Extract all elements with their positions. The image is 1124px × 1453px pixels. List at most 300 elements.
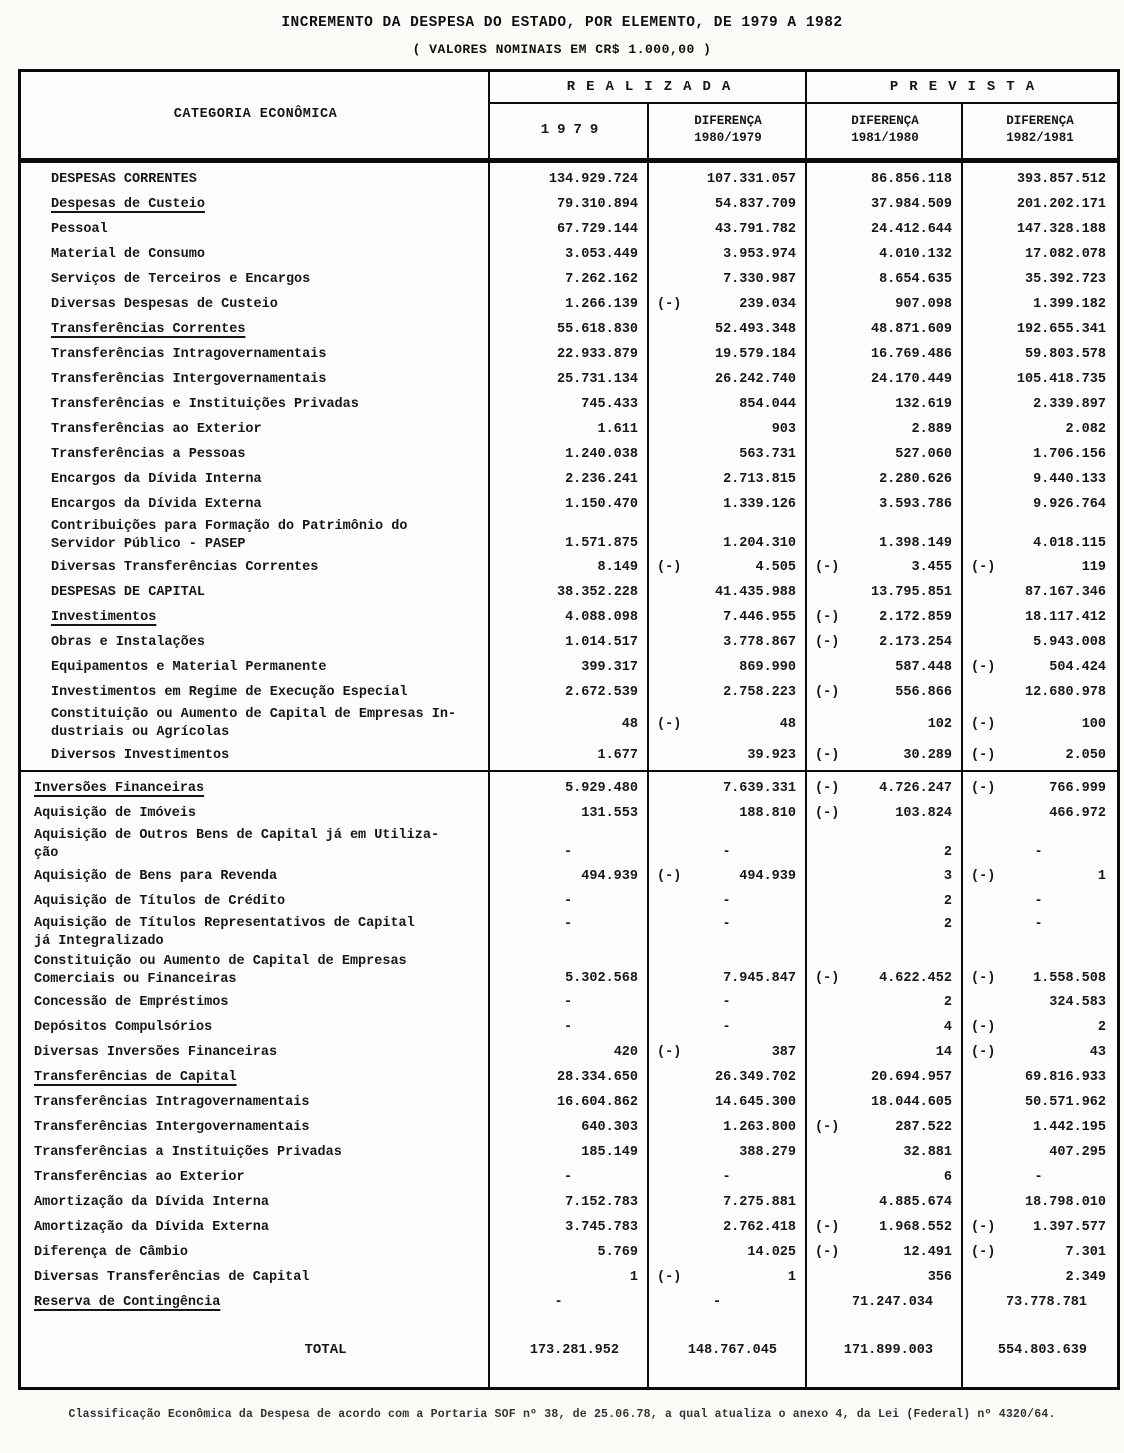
cell-value: 1 bbox=[787, 1270, 796, 1285]
row-label-line1: Pessoal bbox=[51, 221, 108, 237]
table-row bbox=[21, 864, 1117, 889]
row-label bbox=[21, 496, 490, 514]
row-cell-1979 bbox=[490, 605, 649, 630]
header-col-sublabel: 1980/1979 bbox=[694, 131, 762, 145]
row-cell-dif-1981-1980 bbox=[807, 492, 963, 517]
cell-value: 5.943.008 bbox=[1033, 635, 1106, 650]
row-label-line1: Aquisição de Títulos de Crédito bbox=[34, 893, 286, 909]
row-label-line1: Depósitos Compulsórios bbox=[34, 1019, 213, 1035]
cell-value: 466.972 bbox=[1049, 806, 1106, 821]
row-cell-dif-1980-1979 bbox=[649, 517, 807, 555]
cell-value: 2 bbox=[1097, 1020, 1106, 1035]
row-label-line1: Diversas Despesas de Custeio bbox=[51, 296, 278, 312]
cell-value: 1.397.577 bbox=[1033, 1220, 1106, 1235]
row-cell-dif-1981-1980 bbox=[807, 680, 963, 705]
row-cell-dif-1980-1979 bbox=[649, 1140, 807, 1165]
row-cell-1979 bbox=[490, 801, 649, 826]
negative-sign: (-) bbox=[815, 560, 840, 575]
expenses-table bbox=[18, 69, 1120, 1390]
row-label-line1: Aquisição de Imóveis bbox=[34, 805, 197, 821]
cell-value: 3.053.449 bbox=[565, 247, 638, 262]
row-label-line1: Diferença de Câmbio bbox=[34, 1244, 188, 1260]
cell-value: 17.082.078 bbox=[1024, 247, 1106, 262]
cell-value: 2.889 bbox=[911, 422, 952, 437]
row-cell-dif-1980-1979 bbox=[649, 167, 807, 192]
cell-value: 20.694.957 bbox=[870, 1070, 952, 1085]
row-cell-dif-1981-1980 bbox=[807, 1090, 963, 1115]
row-cell-dif-1980-1979 bbox=[649, 242, 807, 267]
cell-value: 18.798.010 bbox=[1024, 1195, 1106, 1210]
negative-sign: (-) bbox=[971, 716, 996, 732]
cell-value: 14.645.300 bbox=[714, 1095, 796, 1110]
cell-value: 14 bbox=[935, 1045, 952, 1060]
row-cell-dif-1982-1981 bbox=[963, 1165, 1117, 1190]
cell-value: 73.778.781 bbox=[1005, 1295, 1087, 1310]
row-cell-dif-1982-1981 bbox=[963, 889, 1117, 914]
table-row bbox=[21, 605, 1117, 630]
table-row bbox=[21, 392, 1117, 417]
row-cell-1979 bbox=[490, 864, 649, 889]
cell-value: 1.571.875 bbox=[565, 536, 638, 551]
cell-value: 640.303 bbox=[581, 1120, 638, 1135]
row-cell-dif-1980-1979 bbox=[649, 743, 807, 768]
row-cell-dif-1982-1981 bbox=[963, 1090, 1117, 1115]
cell-value: 4.726.247 bbox=[879, 781, 952, 796]
row-cell-dif-1981-1980 bbox=[807, 217, 963, 242]
table-row bbox=[21, 1190, 1117, 1215]
row-cell-dif-1981-1980 bbox=[807, 1290, 963, 1315]
cell-value: - bbox=[722, 995, 731, 1010]
cell-value: 1.968.552 bbox=[879, 1220, 952, 1235]
table-row bbox=[21, 952, 1117, 990]
table-row bbox=[21, 914, 1117, 952]
cell-value: 1.398.149 bbox=[879, 536, 952, 551]
row-label-line1: Concessão de Empréstimos bbox=[34, 994, 229, 1010]
row-cell-dif-1982-1981 bbox=[963, 705, 1117, 743]
row-cell-1979 bbox=[490, 889, 649, 914]
negative-sign: (-) bbox=[815, 635, 840, 650]
cell-value: 7.330.987 bbox=[723, 272, 796, 287]
row-cell-1979 bbox=[490, 743, 649, 768]
row-label bbox=[21, 953, 490, 988]
row-cell-dif-1980-1979 bbox=[649, 417, 807, 442]
row-label bbox=[21, 471, 490, 489]
row-cell-dif-1980-1979 bbox=[649, 392, 807, 417]
negative-sign: (-) bbox=[971, 971, 996, 986]
row-cell-dif-1981-1980 bbox=[807, 1115, 963, 1140]
table-row bbox=[21, 1065, 1117, 1090]
row-cell-1979 bbox=[490, 192, 649, 217]
row-cell-dif-1982-1981 bbox=[963, 392, 1117, 417]
row-label-line1: Diversas Inversões Financeiras bbox=[34, 1044, 278, 1060]
row-cell-dif-1980-1979 bbox=[649, 952, 807, 990]
cell-value: 37.984.509 bbox=[870, 197, 952, 212]
cell-value: 554.803.639 bbox=[997, 1342, 1087, 1358]
cell-value: 1.611 bbox=[597, 422, 638, 437]
cell-value: - bbox=[1034, 894, 1043, 909]
row-label bbox=[21, 1294, 490, 1312]
row-cell-1979 bbox=[490, 990, 649, 1015]
cell-value: 1.399.182 bbox=[1033, 297, 1106, 312]
row-label-line1: Encargos da Dívida Interna bbox=[51, 471, 262, 487]
cell-value: 494.939 bbox=[739, 869, 796, 884]
cell-value: 41.435.988 bbox=[714, 585, 796, 600]
row-cell-1979 bbox=[490, 242, 649, 267]
table-row bbox=[21, 167, 1117, 192]
row-cell-1979 bbox=[490, 167, 649, 192]
header-col-label: 1979 bbox=[540, 121, 607, 138]
cell-value: 105.418.735 bbox=[1016, 372, 1106, 387]
footnote: Classificação Econômica da Despesa de acordo com a Portaria SOF nº 38, de 25.06.78, a qual atualiza o anexo 4, da Lei (Federal) nº 4320/64. bbox=[68, 1408, 1056, 1421]
row-cell-dif-1981-1980 bbox=[807, 1140, 963, 1165]
row-cell-dif-1980-1979 bbox=[649, 1040, 807, 1065]
cell-value: 171.899.003 bbox=[843, 1342, 933, 1358]
cell-value: 239.034 bbox=[739, 297, 796, 312]
row-cell-dif-1980-1979 bbox=[649, 292, 807, 317]
row-label-line2: dustriais ou Agrícolas bbox=[51, 725, 230, 740]
cell-value: 38.352.228 bbox=[556, 585, 638, 600]
table-row bbox=[21, 267, 1117, 292]
cell-value: 5.769 bbox=[597, 1245, 638, 1260]
header-prevista: PREVISTA bbox=[889, 79, 1046, 95]
row-cell-dif-1982-1981 bbox=[963, 826, 1117, 864]
table-row bbox=[21, 367, 1117, 392]
cell-value: 4.505 bbox=[755, 560, 796, 575]
table-row bbox=[21, 417, 1117, 442]
cell-value: 324.583 bbox=[1049, 995, 1106, 1010]
row-cell-1979 bbox=[490, 267, 649, 292]
cell-value: 1.558.508 bbox=[1033, 971, 1106, 986]
cell-value: 69.816.933 bbox=[1024, 1070, 1106, 1085]
cell-value: 1.442.195 bbox=[1033, 1120, 1106, 1135]
row-cell-dif-1982-1981 bbox=[963, 914, 1117, 952]
row-cell-dif-1982-1981 bbox=[963, 442, 1117, 467]
row-label bbox=[21, 446, 490, 464]
table-row bbox=[21, 1140, 1117, 1165]
row-cell-dif-1982-1981 bbox=[963, 1065, 1117, 1090]
cell-value: 7.275.881 bbox=[723, 1195, 796, 1210]
header-col-sublabel: 1981/1980 bbox=[851, 131, 919, 145]
row-label bbox=[21, 609, 490, 627]
row-label bbox=[21, 706, 490, 741]
row-cell-dif-1981-1980 bbox=[807, 1015, 963, 1040]
row-label-line2: já Integralizado bbox=[34, 934, 164, 949]
row-label bbox=[21, 1219, 490, 1237]
cell-value: - bbox=[1034, 845, 1043, 860]
row-cell-1979 bbox=[490, 655, 649, 680]
row-cell-dif-1982-1981 bbox=[963, 990, 1117, 1015]
cell-value: 9.440.133 bbox=[1033, 472, 1106, 487]
cell-value: 185.149 bbox=[581, 1145, 638, 1160]
row-cell-dif-1982-1981 bbox=[963, 1215, 1117, 1240]
row-cell-dif-1982-1981 bbox=[963, 267, 1117, 292]
row-cell-dif-1982-1981 bbox=[963, 580, 1117, 605]
row-cell-1979 bbox=[490, 392, 649, 417]
row-cell-dif-1981-1980 bbox=[807, 1240, 963, 1265]
column-divider-category bbox=[488, 72, 490, 1387]
row-cell-dif-1981-1980 bbox=[807, 1215, 963, 1240]
row-cell-dif-1980-1979 bbox=[649, 1165, 807, 1190]
cell-value: 903 bbox=[771, 422, 796, 437]
row-cell-1979 bbox=[490, 555, 649, 580]
cell-value: 5.929.480 bbox=[565, 781, 638, 796]
row-cell-dif-1982-1981 bbox=[963, 1190, 1117, 1215]
row-label-line2: ção bbox=[34, 846, 59, 861]
column-divider-1979-dif bbox=[647, 104, 649, 1387]
negative-sign: (-) bbox=[971, 781, 996, 796]
row-cell-dif-1982-1981 bbox=[963, 217, 1117, 242]
row-cell-dif-1982-1981 bbox=[963, 1040, 1117, 1065]
cell-value: 7.301 bbox=[1065, 1245, 1106, 1260]
header-realizada: REALIZADA bbox=[566, 79, 742, 95]
row-label bbox=[21, 584, 490, 602]
cell-value: 188.810 bbox=[739, 806, 796, 821]
row-label-line1: Transferências de Capital bbox=[34, 1069, 237, 1085]
row-label-line1: Constituição ou Aumento de Capital de Empresas In- bbox=[51, 707, 457, 723]
row-cell-1979 bbox=[490, 1015, 649, 1040]
row-cell-dif-1982-1981 bbox=[963, 167, 1117, 192]
row-cell-1979 bbox=[490, 217, 649, 242]
row-cell-dif-1981-1980 bbox=[807, 990, 963, 1015]
row-cell-dif-1980-1979 bbox=[649, 605, 807, 630]
row-label-line1: Encargos da Dívida Externa bbox=[51, 496, 262, 512]
cell-value: 7.446.955 bbox=[723, 610, 796, 625]
row-label-line1: Contribuições para Formação do Patrimônio do bbox=[51, 519, 408, 535]
table-row bbox=[21, 217, 1117, 242]
row-cell-1979 bbox=[490, 630, 649, 655]
header-right-block bbox=[490, 72, 1117, 156]
negative-sign: (-) bbox=[815, 781, 840, 796]
negative-sign: (-) bbox=[815, 806, 840, 821]
row-cell-1979 bbox=[490, 1190, 649, 1215]
row-cell-dif-1982-1981 bbox=[963, 952, 1117, 990]
row-label bbox=[21, 684, 490, 702]
row-cell-dif-1980-1979 bbox=[649, 555, 807, 580]
cell-value: 388.279 bbox=[739, 1145, 796, 1160]
document-subtitle: ( VALORES NOMINAIS EM CR$ 1.000,00 ) bbox=[412, 42, 712, 57]
row-cell-dif-1981-1980 bbox=[807, 317, 963, 342]
row-cell-dif-1982-1981 bbox=[963, 317, 1117, 342]
row-cell-dif-1980-1979 bbox=[649, 1015, 807, 1040]
row-cell-1979 bbox=[490, 1065, 649, 1090]
row-cell-dif-1982-1981 bbox=[963, 555, 1117, 580]
cell-value: 1.339.126 bbox=[723, 497, 796, 512]
cell-value: 107.331.057 bbox=[706, 172, 796, 187]
negative-sign: (-) bbox=[815, 1220, 840, 1235]
cell-value: 869.990 bbox=[739, 660, 796, 675]
table-header bbox=[21, 72, 1117, 156]
row-cell-dif-1981-1980 bbox=[807, 864, 963, 889]
table-row bbox=[21, 889, 1117, 914]
row-label bbox=[21, 221, 490, 239]
row-label bbox=[21, 893, 490, 911]
row-label bbox=[21, 1244, 490, 1262]
row-cell-dif-1980-1979 bbox=[649, 1290, 807, 1315]
row-label bbox=[21, 1094, 490, 1112]
row-label-line1: Transferências a Pessoas bbox=[51, 446, 246, 462]
negative-sign: (-) bbox=[971, 1045, 996, 1060]
row-label bbox=[21, 1269, 490, 1287]
cell-value: 173.281.952 bbox=[529, 1342, 619, 1358]
row-label-line1: TOTAL bbox=[304, 1341, 347, 1358]
row-cell-1979 bbox=[490, 1265, 649, 1290]
table-row bbox=[21, 655, 1117, 680]
header-col-dif-1982-1981 bbox=[963, 104, 1117, 156]
cell-value: 12.491 bbox=[903, 1245, 952, 1260]
row-label bbox=[21, 634, 490, 652]
cell-value: 26.242.740 bbox=[714, 372, 796, 387]
row-label-line1: Serviços de Terceiros e Encargos bbox=[51, 271, 311, 287]
row-cell-1979 bbox=[490, 367, 649, 392]
row-label-line1: DESPESAS CORRENTES bbox=[51, 171, 197, 187]
row-label bbox=[21, 1341, 490, 1359]
row-label bbox=[21, 868, 490, 886]
row-label bbox=[21, 518, 490, 553]
row-cell-dif-1981-1980 bbox=[807, 1327, 963, 1373]
table-row bbox=[21, 743, 1117, 768]
row-cell-1979 bbox=[490, 1140, 649, 1165]
row-cell-1979 bbox=[490, 680, 649, 705]
negative-sign: (-) bbox=[971, 1220, 996, 1235]
cell-value: 102 bbox=[927, 716, 952, 732]
table-row bbox=[21, 705, 1117, 743]
row-label-line1: Aquisição de Outros Bens de Capital já em Utiliza- bbox=[34, 828, 440, 844]
row-cell-1979 bbox=[490, 517, 649, 555]
row-cell-dif-1981-1980 bbox=[807, 914, 963, 952]
negative-sign: (-) bbox=[971, 660, 996, 675]
cell-value: 587.448 bbox=[895, 660, 952, 675]
negative-sign: (-) bbox=[815, 685, 840, 700]
row-cell-dif-1982-1981 bbox=[963, 680, 1117, 705]
cell-value: - bbox=[722, 1020, 731, 1035]
header-col-dif-1981-1980 bbox=[807, 104, 963, 156]
row-label bbox=[21, 321, 490, 339]
cell-value: 387 bbox=[771, 1045, 796, 1060]
cell-value: 504.424 bbox=[1049, 660, 1106, 675]
row-cell-dif-1981-1980 bbox=[807, 776, 963, 801]
cell-value: 100 bbox=[1081, 716, 1106, 732]
row-cell-dif-1981-1980 bbox=[807, 467, 963, 492]
cell-value: 4 bbox=[943, 1020, 952, 1035]
column-divider-dif81-dif82 bbox=[961, 104, 963, 1387]
row-cell-dif-1980-1979 bbox=[649, 192, 807, 217]
row-cell-1979 bbox=[490, 492, 649, 517]
cell-value: 30.289 bbox=[903, 748, 952, 763]
cell-value: 67.729.144 bbox=[556, 222, 638, 237]
row-cell-dif-1980-1979 bbox=[649, 492, 807, 517]
row-cell-dif-1980-1979 bbox=[649, 1115, 807, 1140]
row-cell-dif-1980-1979 bbox=[649, 367, 807, 392]
cell-value: 86.856.118 bbox=[870, 172, 952, 187]
cell-value: 71.247.034 bbox=[851, 1295, 933, 1310]
cell-value: 766.999 bbox=[1049, 781, 1106, 796]
row-label-line2: Comerciais ou Financeiras bbox=[34, 972, 237, 987]
cell-value: 148.767.045 bbox=[687, 1342, 777, 1358]
row-cell-dif-1980-1979 bbox=[649, 1240, 807, 1265]
row-label bbox=[21, 1044, 490, 1062]
row-label-line1: Investimentos em Regime de Execução Especial bbox=[51, 684, 408, 700]
row-cell-1979 bbox=[490, 1327, 649, 1373]
row-cell-dif-1982-1981 bbox=[963, 801, 1117, 826]
cell-value: 1.150.470 bbox=[565, 497, 638, 512]
table-row bbox=[21, 555, 1117, 580]
cell-value: 3.593.786 bbox=[879, 497, 952, 512]
cell-value: 407.295 bbox=[1049, 1145, 1106, 1160]
cell-value: 2.758.223 bbox=[723, 685, 796, 700]
row-label bbox=[21, 421, 490, 439]
cell-value: 19.579.184 bbox=[714, 347, 796, 362]
row-label bbox=[21, 780, 490, 798]
row-cell-dif-1980-1979 bbox=[649, 217, 807, 242]
row-label bbox=[21, 171, 490, 189]
row-cell-dif-1980-1979 bbox=[649, 705, 807, 743]
row-label-line1: Diversos Investimentos bbox=[51, 747, 230, 763]
row-cell-dif-1982-1981 bbox=[963, 1240, 1117, 1265]
header-col-label: DIFERENÇA bbox=[1006, 114, 1074, 129]
row-cell-dif-1981-1980 bbox=[807, 889, 963, 914]
cell-value: 18.117.412 bbox=[1024, 610, 1106, 625]
row-label bbox=[21, 1169, 490, 1187]
row-cell-dif-1980-1979 bbox=[649, 776, 807, 801]
row-cell-dif-1981-1980 bbox=[807, 705, 963, 743]
row-cell-dif-1981-1980 bbox=[807, 417, 963, 442]
cell-value: - bbox=[563, 894, 573, 909]
row-label-line1: Diversas Transferências de Capital bbox=[34, 1269, 310, 1285]
row-cell-dif-1980-1979 bbox=[649, 467, 807, 492]
row-cell-1979 bbox=[490, 317, 649, 342]
cell-value: 1.014.517 bbox=[565, 635, 638, 650]
table-row bbox=[21, 192, 1117, 217]
row-cell-1979 bbox=[490, 952, 649, 990]
table-row bbox=[21, 680, 1117, 705]
cell-value: - bbox=[722, 894, 731, 909]
cell-value: - bbox=[1034, 917, 1043, 932]
row-cell-dif-1982-1981 bbox=[963, 1115, 1117, 1140]
header-col-label: DIFERENÇA bbox=[694, 114, 762, 129]
row-label-line1: Transferências Correntes bbox=[51, 321, 246, 337]
row-label bbox=[21, 1119, 490, 1137]
cell-value: 6 bbox=[943, 1170, 952, 1185]
row-cell-dif-1981-1980 bbox=[807, 267, 963, 292]
row-label-line1: Constituição ou Aumento de Capital de Empresas bbox=[34, 954, 407, 970]
cell-value: 55.618.830 bbox=[556, 322, 638, 337]
row-label bbox=[21, 346, 490, 364]
cell-value: 24.170.449 bbox=[870, 372, 952, 387]
document-title: INCREMENTO DA DESPESA DO ESTADO, POR ELEMENTO, DE 1979 A 1982 bbox=[281, 15, 843, 31]
row-label bbox=[21, 1194, 490, 1212]
row-label-line1: Transferências Intragovernamentais bbox=[51, 346, 327, 362]
cell-value: 12.680.978 bbox=[1024, 685, 1106, 700]
row-cell-dif-1982-1981 bbox=[963, 776, 1117, 801]
row-label bbox=[21, 1069, 490, 1087]
cell-value: 48 bbox=[621, 716, 638, 732]
row-cell-1979 bbox=[490, 342, 649, 367]
negative-sign: (-) bbox=[815, 1120, 840, 1135]
row-cell-dif-1980-1979 bbox=[649, 1090, 807, 1115]
row-cell-1979 bbox=[490, 705, 649, 743]
row-cell-dif-1982-1981 bbox=[963, 492, 1117, 517]
negative-sign: (-) bbox=[657, 1045, 682, 1060]
cell-value: 13.795.851 bbox=[870, 585, 952, 600]
cell-value: 147.328.188 bbox=[1016, 222, 1106, 237]
cell-value: 16.769.486 bbox=[870, 347, 952, 362]
table-row bbox=[21, 826, 1117, 864]
cell-value: 2 bbox=[943, 845, 952, 860]
negative-sign: (-) bbox=[815, 1245, 840, 1260]
row-cell-dif-1981-1980 bbox=[807, 952, 963, 990]
row-label bbox=[21, 559, 490, 577]
row-cell-1979 bbox=[490, 442, 649, 467]
